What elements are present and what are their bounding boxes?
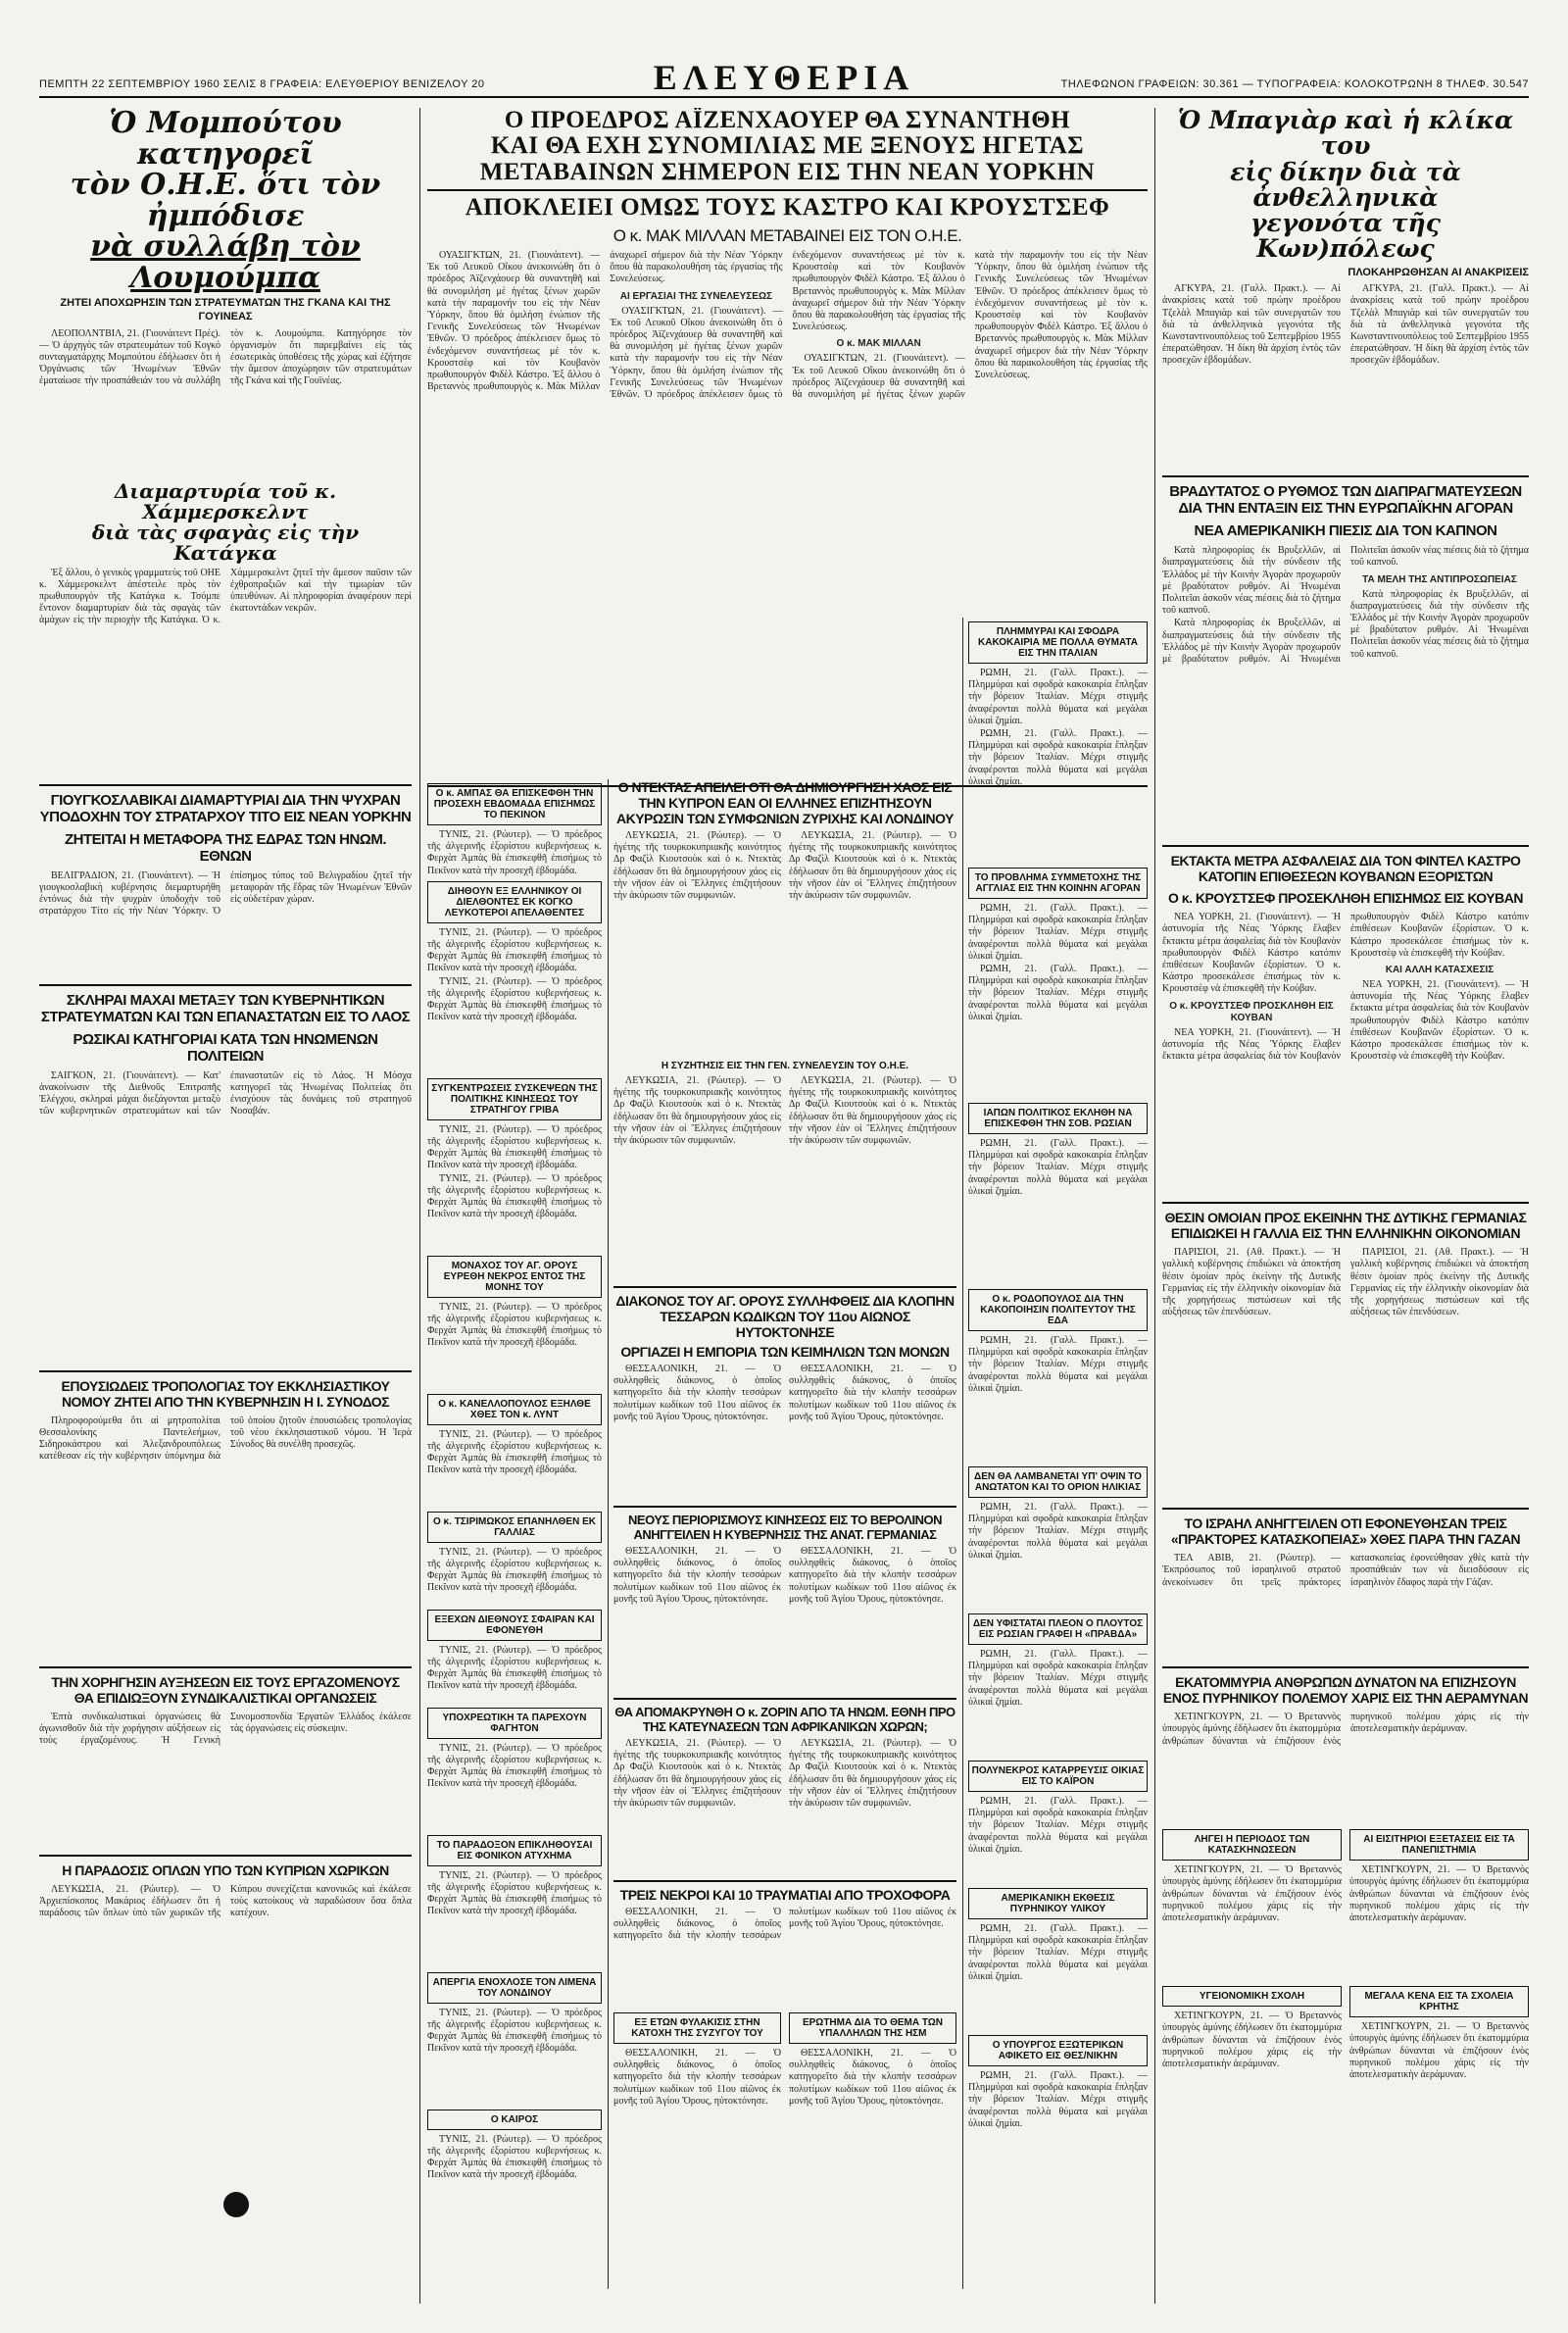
article-body: ΧΕΤΙΝΓΚΟΥΡΝ, 21. — Ὁ Βρεταννὸς ὑπουργὸς ἀμύνης ἐδήλωσεν ὅτι ἑκατομμύρια ἀνθρώπων δύνανται νὰ ἐπιζήσουν ἑνὸς πυρηνικοῦ πολέμου χάρις εἰς τὴν ἀποτελεσματικὴν ἀεράμυναν.: [1162, 2010, 1342, 2069]
subheadline: ΖΗΤΕΙ ΑΠΟΧΩΡΗΣΙΝ ΤΩΝ ΣΤΡΑΤΕΥΜΑΤΩΝ ΤΗΣ ΓΚΑΝΑ ΚΑΙ ΤΗΣ ΓΟΥΙΝΕΑΣ: [60, 297, 391, 323]
article-body: ΘΕΣΣΑΛΟΝΙΚΗ, 21. — Ὁ συλληφθεὶς διάκονος, ὁ ὁποῖος κατηγορεῖτο διὰ τὴν κλοπὴν τεσσάρων πολυτίμων κωδίκων τοῦ 11ου αἰῶνος ἐκ μονῆς τοῦ Ἁγίου Ὄρους, ηὐτοκτόνησε. ΘΕΣΣΑΛΟΝΙΚΗ, 21. — Ὁ συλληφθεὶς διάκονος, ὁ ὁποῖος κατηγορεῖτο διὰ τὴν κλοπὴν τεσσάρων πολυτίμων κωδίκων τοῦ 11ου αἰῶνος ἐκ μονῆς τοῦ Ἁγίου Ὄρους, ηὐτοκτόνησε.: [613, 1364, 956, 1422]
article-body: ΛΕΥΚΩΣΙΑ, 21. (Ρώυτερ). — Ὁ ἡγέτης τῆς τουρκοκυπριακῆς κοινότητος Δρ Φαζὶλ Κιουτσοὺκ καὶ ὁ κ. Ντεκτὰς ἐδήλωσαν ὅτι θὰ δημιουργήσουν χάος εἰς τὴν νῆσον ἐὰν οἱ Ἕλληνες ἐπιζητήσουν τὴν ἀκύρωσιν τῶν συμφωνιῶν. ΛΕΥΚΩΣΙΑ, 21. (Ρώυτερ). — Ὁ ἡγέτης τῆς τουρκοκυπριακῆς κοινότητος Δρ Φαζὶλ Κιουτσοὺκ καὶ ὁ κ. Ντεκτὰς ἐδήλωσαν ὅτι θὰ δημιουργήσουν χάος εἰς τὴν νῆσον ἐὰν οἱ Ἕλληνες ἐπιζητήσουν τὴν ἀκύρωσιν τῶν συμφωνιῶν.: [613, 1738, 956, 1809]
column-rule: [962, 618, 963, 2289]
headline-box: ΙΑΠΩΝ ΠΟΛΙΤΙΚΟΣ ΕΚΛΗΘΗ ΝΑ ΕΠΙΣΚΕΦΘΗ ΤΗΝ ΣΟΒ. ΡΩΣΙΑΝ: [968, 1103, 1148, 1134]
headline: ΔΙΑ ΤΗΝ ΕΝΤΑΞΙΝ ΕΙΣ ΤΗΝ ΕΥΡΩΠΑΪΚΗΝ ΑΓΟΡΑΝ: [1178, 500, 1513, 518]
article-body: ΑΓΚΥΡΑ, 21. (Γαλλ. Πρακτ.). — Αἱ ἀνακρίσεις κατὰ τοῦ πρώην προέδρου Τζελὰλ Μπαγιὰρ καὶ τῶν συνεργατῶν του διὰ τὰ ἀνθελληνικὰ γεγονότα τῆς Κωνσταντινουπόλεως τοῦ Σεπτεμβρίου 1955 ἐπερατώθησαν. Ἡ δίκη θὰ ἀρχίση ἐντὸς τῶν προσεχῶν ἑβδομάδων. ΑΓΚΥΡΑ, 21. (Γαλλ. Πρακτ.). — Αἱ ἀνακρίσεις κατὰ τοῦ πρώην προέδρου Τζελὰλ Μπαγιὰρ καὶ τῶν συνεργατῶν του διὰ τὰ ἀνθελληνικὰ γεγονότα τῆς Κωνσταντινουπόλεως τοῦ Σεπτεμβρίου 1955 ἐπερατώθησαν. Ἡ δίκη θὰ ἀρχίση ἐντὸς τῶν προσεχῶν ἑβδομάδων.: [1162, 283, 1529, 367]
article-body: ΡΩΜΗ, 21. (Γαλλ. Πρακτ.). — Πλημμύραι καὶ σφοδρὰ κακοκαιρία ἔπληξαν τὴν βόρειον Ἰταλίαν. Μέχρι στιγμῆς ἀναφέρονται πολλὰ θύματα καὶ μεγάλαι ὑλικαὶ ζημίαι.: [968, 1649, 1148, 1708]
headline: ΡΩΣΙΚΑΙ ΚΑΤΗΓΟΡΙΑΙ ΚΑΤΑ ΤΩΝ ΗΝΩΜΕΝΩΝ ΠΟΛΙΤΕΙΩΝ: [73, 1030, 378, 1065]
headline: ΓΙΟΥΓΚΟΣΛΑΒΙΚΑΙ ΔΙΑΜΑΡΤΥΡΙΑΙ ΔΙΑ ΤΗΝ ΨΥΧΡΑΝ: [50, 791, 401, 809]
headline-box: ΠΛΗΜΜΥΡΑΙ ΚΑΙ ΣΦΟΔΡΑ ΚΑΚΟΚΑΙΡΙΑ ΜΕ ΠΟΛΛΑ ΘΥΜΑΤΑ ΕΙΣ ΤΗΝ ΙΤΑΛΙΑΝ: [968, 621, 1148, 664]
headline-box: Ο κ. ΡΟΔΟΠΟΥΛΟΣ ΔΙΑ ΤΗΝ ΚΑΚΟΠΟΙΗΣΙΝ ΠΟΛΙΤΕΥΤΟΥ ΤΗΣ ΕΔΑ: [968, 1289, 1148, 1331]
headline: ΕΠΟΥΣΙΩΔΕΙΣ ΤΡΟΠΟΛΟΓΙΑΣ ΤΟΥ ΕΚΚΛΗΣΙΑΣΤΙΚΟΥ: [61, 1377, 390, 1394]
headline: εἰς δίκην διὰ τὰ ἀνθελληνικὰ: [1230, 157, 1461, 212]
headline: ΒΡΑΔΥΤΑΤΟΣ Ο ΡΥΘΜΟΣ ΤΩΝ ΔΙΑΠΡΑΓΜΑΤΕΥΣΕΩΝ: [1169, 483, 1522, 501]
article-body: ΤΥΝΙΣ, 21. (Ρώυτερ). — Ὁ πρόεδρος τῆς ἀλγερινῆς ἐξορίστου κυβερνήσεως κ. Φερχὰτ Ἀμπὰς θὰ ἐπισκεφθῆ ἐπισήμως τὸ Πεκῖνον κατὰ τὴν προσεχῆ ἑβδομάδα.: [427, 1742, 602, 1790]
article-body: ΛΕΥΚΩΣΙΑ, 21. (Ρώυτερ). — Ὁ Ἀρχιεπίσκοπος Μακάριος ἐδήλωσεν ὅτι ἡ παράδοσις τῶν ὅπλων ὑπὸ τῶν χωρικῶν τῆς Κύπρου συνεχίζεται κανονικῶς καὶ ἐκάλεσε τοὺς κατοίκους νὰ παραδώσουν ὅσα ὅπλα κατέχουν.: [39, 1883, 412, 1918]
section-rule: [39, 984, 412, 986]
article-body: ΝΕΑ ΥΟΡΚΗ, 21. (Γιουνάιτεντ). — Ἡ ἀστυνομία τῆς Νέας Ὑόρκης ἔλαβεν ἔκτακτα μέτρα ἀσφαλείας διὰ τὸν Κουβανὸν πρωθυπουργὸν Φιδὲλ Κάστρο κατόπιν ἐπιθέσεων Κουβανῶν ἐξορίστων. Ὁ κ. Κάστρο προσεκάλεσε ἐπισήμως τὸν κ. Κρουστσὲφ νὰ ἐπισκεφθῆ τὴν Κούβαν. Ο κ. ΚΡΟΥΣΤΣΕΦ ΠΡΟΣΚΛΗΘΗ ΕΙΣ ΚΟΥΒΑΝ ΝΕΑ ΥΟΡΚΗ, 21. (Γιουνάιτεντ). — Ἡ ἀστυνομία τῆς Νέας Ὑόρκης ἔλαβεν ἔκτακτα μέτρα ἀσφαλείας διὰ τὸν Κουβανὸν πρωθυπουργὸν Φιδὲλ Κάστρο κατόπιν ἐπιθέσεων Κουβανῶν ἐξορίστων. Ὁ κ. Κάστρο προσεκάλεσε ἐπισήμως τὸν κ. Κρουστσὲφ νὰ ἐπισκεφθῆ τὴν Κούβαν. ΚΑΙ ΑΛΛΗ ΚΑΤΑΣΧΕΣΙΣ ΝΕΑ ΥΟΡΚΗ, 21. (Γιουνάιτεντ). — Ἡ ἀστυνομία τῆς Νέας Ὑόρκης ἔλαβεν ἔκτακτα μέτρα ἀσφαλείας διὰ τὸν Κουβανὸν πρωθυπουργὸν Φιδὲλ Κάστρο κατόπιν ἐπιθέσεων Κουβανῶν ἐξορίστων. Ὁ κ. Κάστρο προσεκάλεσε ἐπισήμως τὸν κ. Κρουστσὲφ νὰ ἐπισκεφθῆ τὴν Κούβαν.: [1162, 912, 1529, 1063]
lead-subheadline: Ο κ. ΜΑΚ ΜΙΛΛΑΝ ΜΕΤΑΒΑΙΝΕΙ ΕΙΣ ΤΟΝ Ο.Η.Ε.: [612, 226, 962, 245]
article-body: ΤΥΝΙΣ, 21. (Ρώυτερ). — Ὁ πρόεδρος τῆς ἀλγερινῆς ἐξορίστου κυβερνήσεως κ. Φερχὰτ Ἀμπὰς θὰ ἐπισκεφθῆ ἐπισήμως τὸ Πεκῖνον κατὰ τὴν προσεχῆ ἑβδομάδα.: [427, 1301, 602, 1349]
article-body: ΛΕΟΠΟΛΝΤΒΙΛ, 21. (Γιουνάιτεντ Πρές). — Ὁ ἀρχηγὸς τῶν στρατευμάτων τοῦ Κογκό συνταγματάρχης Μομπούτου ἐδήλωσεν ὅτι ἡ Ὀργάνωσις τῶν Ἡνωμένων Ἐθνῶν ἐματαίωσε τὴν προσπάθειάν του νὰ συλλάβη τὸν κ. Λουμούμπα. Κατηγόρησε τὸν ὀργανισμὸν ὅτι παρεμβαίνει εἰς τὰς ἐσωτερικὰς ὑποθέσεις τῆς χώρας καὶ ἐζήτησε τὴν ἄμεσον ἀποχώρησιν τῶν στρατευμάτων τῆς Γκάνα καὶ τῆς Γουϊνέας.: [39, 327, 412, 387]
article-body: ΤΥΝΙΣ, 21. (Ρώυτερ). — Ὁ πρόεδρος τῆς ἀλγερινῆς ἐξορίστου κυβερνήσεως κ. Φερχὰτ Ἀμπὰς θὰ ἐπισκεφθῆ ἐπισήμως τὸ Πεκῖνον κατὰ τὴν προσεχῆ ἑβδομάδα. ΤΥΝΙΣ, 21. (Ρώυτερ). — Ὁ πρόεδρος τῆς ἀλγερινῆς ἐξορίστου κυβερνήσεως κ. Φερχὰτ Ἀμπὰς θὰ ἐπισκεφθῆ ἐπισήμως τὸ Πεκῖνον κατὰ τὴν προσεχῆ ἑβδομάδα.: [427, 1123, 602, 1220]
masthead-rule: [39, 96, 1529, 98]
article-body: ΤΥΝΙΣ, 21. (Ρώυτερ). — Ὁ πρόεδρος τῆς ἀλγερινῆς ἐξορίστου κυβερνήσεως κ. Φερχὰτ Ἀμπὰς θὰ ἐπισκεφθῆ ἐπισήμως τὸ Πεκῖνον κατὰ τὴν προσεχῆ ἑβδομάδα. ΤΥΝΙΣ, 21. (Ρώυτερ). — Ὁ πρόεδρος τῆς ἀλγερινῆς ἐξορίστου κυβερνήσεως κ. Φερχὰτ Ἀμπὰς θὰ ἐπισκεφθῆ ἐπισήμως τὸ Πεκῖνον κατὰ τὴν προσεχῆ ἑβδομάδα.: [427, 926, 602, 1023]
section-subhead: ΚΑΙ ΑΛΛΗ ΚΑΤΑΣΧΕΣΙΣ: [1385, 965, 1494, 975]
headline: Ὁ Μομπούτου κατηγορεῖ: [109, 108, 342, 172]
article-castro: [1162, 853, 1529, 1196]
article-body: Κατὰ πληροφορίας ἐκ Βρυξελλῶν, αἱ διαπραγματεύσεις διὰ τὴν σύνδεσιν τῆς Ἑλλάδος μὲ τὴν Κοινὴν Ἀγορὰν προχωροῦν μὲ βραδύτατον ρυθμόν. Αἱ Ἡνωμέναι Πολιτεῖαι ἀσκοῦν νέας πιέσεις διὰ τὸ ζήτημα τοῦ καπνοῦ. Κατὰ πληροφορίας ἐκ Βρυξελλῶν, αἱ διαπραγματεύσεις διὰ τὴν σύνδεσιν τῆς Ἑλλάδος μὲ τὴν Κοινὴν Ἀγορὰν προχωροῦν μὲ βραδύτατον ρυθμόν. Αἱ Ἡνωμέναι Πολιτεῖαι ἀσκοῦν νέας πιέσεις διὰ τὸ ζήτημα τοῦ καπνοῦ. ΤΑ ΜΕΛΗ ΤΗΣ ΑΝΤΙΠΡΟΣΩΠΕΙΑΣ Κατὰ πληροφορίας ἐκ Βρυξελλῶν, αἱ διαπραγματεύσεις διὰ τὴν σύνδεσιν τῆς Ἑλλάδος μὲ τὴν Κοινὴν Ἀγορὰν προχωροῦν μὲ βραδύτατον ρυθμόν. Αἱ Ἡνωμέναι Πολιτεῖαι ἀσκοῦν νέας πιέσεις διὰ τὸ ζήτημα τοῦ καπνοῦ.: [1162, 545, 1529, 665]
headline-box: ΑΙ ΕΙΣΙΤΗΡΙΟΙ ΕΞΕΤΑΣΕΙΣ ΕΙΣ ΤΑ ΠΑΝΕΠΙΣΤΗΜΙΑ: [1349, 1829, 1529, 1861]
article-body: ΡΩΜΗ, 21. (Γαλλ. Πρακτ.). — Πλημμύραι καὶ σφοδρὰ κακοκαιρία ἔπληξαν τὴν βόρειον Ἰταλίαν. Μέχρι στιγμῆς ἀναφέρονται πολλὰ θύματα καὶ μεγάλαι ὑλικαὶ ζημίαι.: [968, 2070, 1148, 2129]
section-subhead: Ο κ. ΜΑΚ ΜΙΛΛΑΝ: [836, 338, 921, 350]
headline-box: Ο κ. ΤΣΙΡΙΜΩΚΟΣ ΕΠΑΝΗΛΘΕΝ ΕΚ ΓΑΛΛΙΑΣ: [427, 1512, 602, 1543]
article-israel-gaza: [1162, 1515, 1529, 1661]
headline: ΖΗΤΕΙΤΑΙ Η ΜΕΤΑΦΟΡΑ ΤΗΣ ΕΔΡΑΣ ΤΩΝ ΗΝΩΜ. ΕΘΝΩΝ: [64, 830, 386, 865]
article-nuclear-defense: [1162, 1674, 1529, 1819]
masthead-phones: ΤΗΛΕΦΩΝΟΝ ΓΡΑΦΕΙΩΝ: 30.361 — ΤΥΠΟΓΡΑΦΕΙΑ: ΚΟΛΟΚΟΤΡΩΝΗ 8 ΤΗΛΕΦ. 30.547: [1060, 78, 1529, 90]
article-body: ΘΕΣΣΑΛΟΝΙΚΗ, 21. — Ὁ συλληφθεὶς διάκονος, ὁ ὁποῖος κατηγορεῖτο διὰ τὴν κλοπὴν τεσσάρων πολυτίμων κωδίκων τοῦ 11ου αἰῶνος ἐκ μονῆς τοῦ Ἁγίου Ὄρους, ηὐτοκτόνησε.: [613, 2048, 781, 2107]
headline: γεγονότα τῆς Κων)πόλεως: [1250, 209, 1441, 264]
headline: ΣΚΛΗΡΑΙ ΜΑΧΑΙ ΜΕΤΑΞΥ ΤΩΝ ΚΥΒΕΡΝΗΤΙΚΩΝ: [66, 991, 385, 1009]
article-body: ΒΕΛΙΓΡΑΔΙΟΝ, 21. (Γιουνάιτεντ). — Ἡ γιουγκοσλαβικὴ κυβέρνησις διεμαρτυρήθη ἐντόνως διὰ τὴν ψυχρὰν ὑποδοχὴν τοῦ στρατάρχου Τίτο εἰς τὴν Νέαν Ὑόρκην. Ὁ ἐπίσημος τύπος τοῦ Βελιγραδίου ζητεῖ τὴν μεταφορὰν τῆς ἕδρας τῶν Ἡνωμένων Ἐθνῶν εἰς οὐδετέραν χώραν.: [39, 869, 412, 918]
center-middle-subcolumn: [613, 779, 956, 2289]
section-rule: [613, 1286, 956, 1288]
lead-headline: ΜΕΤΑΒΑΙΝΩΝ ΣΗΜΕΡΟΝ ΕΙΣ ΤΗΝ ΝΕΑΝ ΥΟΡΚΗΝ: [479, 158, 1096, 185]
headline: ΝΟΜΟΥ ΖΗΤΕΙ ΑΠΟ ΤΗΝ ΚΥΒΕΡΝΗΣΙΝ Η Ι. ΣΥΝΟΔΟΣ: [61, 1393, 390, 1410]
article-unions: [39, 1674, 412, 1849]
article-body: ΧΕΤΙΝΓΚΟΥΡΝ, 21. — Ὁ Βρεταννὸς ὑπουργὸς ἀμύνης ἐδήλωσεν ὅτι ἑκατομμύρια ἀνθρώπων δύνανται νὰ ἐπιζήσουν ἑνὸς πυρηνικοῦ πολέμου χάρις εἰς τὴν ἀποτελεσματικὴν ἀεράμυναν.: [1162, 1712, 1529, 1747]
article-body: ΧΕΤΙΝΓΚΟΥΡΝ, 21. — Ὁ Βρεταννὸς ὑπουργὸς ἀμύνης ἐδήλωσεν ὅτι ἑκατομμύρια ἀνθρώπων δύνανται νὰ ἐπιζήσουν ἑνὸς πυρηνικοῦ πολέμου χάρις εἰς τὴν ἀποτελεσματικὴν ἀεράμυναν.: [1349, 2021, 1529, 2080]
headline-box: ΜΕΓΑΛΑ ΚΕΝΑ ΕΙΣ ΤΑ ΣΧΟΛΕΙΑ ΚΡΗΤΗΣ: [1349, 1986, 1529, 2017]
headline-box: ΥΓΕΙΟΝΟΜΙΚΗ ΣΧΟΛΗ: [1162, 1986, 1342, 2007]
lead-headline: ΚΑΙ ΘΑ ΕΧΗ ΣΥΝΟΜΙΛΙΑΣ ΜΕ ΞΕΝΟΥΣ ΗΓΕΤΑΣ: [490, 132, 1085, 160]
headline: ΔΙΑΚΟΝΟΣ ΤΟΥ ΑΓ. ΟΡΟΥΣ ΣΥΛΛΗΦΘΕΙΣ ΔΙΑ ΚΛΟΠΗΝ ΤΕΣΣΑΡΩΝ ΚΩΔΙΚΩΝ ΤΟΥ 11ου ΑΙΩΝΟΣ ΗΥΤΟΚΤΟΝΗΣΕ: [615, 1293, 955, 1340]
headline: ΤΗΝ ΧΟΡΗΓΗΣΙΝ ΑΥΞΗΣΕΩΝ ΕΙΣ ΤΟΥΣ ΕΡΓΑΖΟΜΕΝΟΥΣ: [51, 1673, 400, 1690]
headline: ΚΑΤΟΠΙΝ ΕΠΙΘΕΣΕΩΝ ΚΟΥΒΑΝΩΝ ΕΞΟΡΙΣΤΩΝ: [1198, 869, 1494, 885]
headline: ΤΟ ΙΣΡΑΗΛ ΑΝΗΓΓΕΙΛΕΝ ΟΤΙ ΕΦΟΝΕΥΘΗΣΑΝ ΤΡΕΙΣ: [1184, 1515, 1507, 1532]
section-subhead: ΤΑ ΜΕΛΗ ΤΗΣ ΑΝΤΙΠΡΟΣΩΠΕΙΑΣ: [1362, 573, 1517, 585]
headline: ΥΠΟΔΟΧΗΝ ΤΟΥ ΣΤΡΑΤΑΡΧΟΥ ΤΙΤΟ ΕΙΣ ΝΕΑΝ ΥΟΡΚΗΝ: [39, 808, 412, 825]
article-body: ΡΩΜΗ, 21. (Γαλλ. Πρακτ.). — Πλημμύραι καὶ σφοδρὰ κακοκαιρία ἔπληξαν τὴν βόρειον Ἰταλίαν. Μέχρι στιγμῆς ἀναφέρονται πολλὰ θύματα καὶ μεγάλαι ὑλικαὶ ζημίαι.: [968, 1923, 1148, 1982]
article-bayar: [1162, 108, 1529, 470]
headline: ΝΕΟΥΣ ΠΕΡΙΟΡΙΣΜΟΥΣ ΚΙΝΗΣΕΩΣ ΕΙΣ ΤΟ ΒΕΡΟΛΙΝΟΝ ΑΝΗΓΓΕΙΛΕΝ Η ΚΥΒΕΡΝΗΣΙΣ ΤΗΣ ΑΝΑΤ. ΓΕΡΜΑΝΙΑΣ: [628, 1513, 942, 1542]
article-laos: [39, 992, 412, 1365]
article-tito: [39, 792, 412, 978]
bottom-boxes: [1162, 1825, 1529, 2119]
article-body: ΟΥΑΣΙΓΚΤΩΝ, 21. (Γιουνάιτεντ). — Ἐκ τοῦ Λευκοῦ Οἴκου ἀνεκοινώθη ὅτι ὁ πρόεδρος Ἀϊζενχάουερ θὰ συναντηθῆ καὶ θὰ συνομιλήση μὲ ἡγέτας ξένων χωρῶν κατὰ τὴν παραμονήν του εἰς τὴν Νέαν Ὑόρκην, ὅπου θὰ ὁμιλήση ἐνώπιον τῆς Γενικῆς Συνελεύσεως τῶν Ἡνωμένων Ἐθνῶν. Ὁ πρόεδρος ἀπέκλεισεν ὅμως τὸ ἐνδεχόμενον συναντήσεως μὲ τὸν κ. Κρουστσὲφ καὶ τὸν Κουβανὸν πρωθυπουργὸν Φιδὲλ Κάστρο. Ἐξ ἄλλου ὁ Βρεταννὸς πρωθυπουργὸς κ. Μὰκ Μίλλαν ἀναχωρεῖ σήμερον διὰ τὴν Νέαν Ὑόρκην ὅπου θὰ παρακολουθήση τὰς ἐργασίας τῆς Συνελεύσεως. ΑΙ ΕΡΓΑΣΙΑΙ ΤΗΣ ΣΥΝΕΛΕΥΣΕΩΣ ΟΥΑΣΙΓΚΤΩΝ, 21. (Γιουνάιτεντ). — Ἐκ τοῦ Λευκοῦ Οἴκου ἀνεκοινώθη ὅτι ὁ πρόεδρος Ἀϊζενχάουερ θὰ συναντηθῆ καὶ θὰ συνομιλήση μὲ ἡγέτας ξένων χωρῶν κατὰ τὴν παραμονήν του εἰς τὴν Νέαν Ὑόρκην, ὅπου θὰ ὁμιλήση ἐνώπιον τῆς Γενικῆς Συνελεύσεως τῶν Ἡνωμένων Ἐθνῶν. Ὁ πρόεδρος ἀπέκλεισεν ὅμως τὸ ἐνδεχόμενον συναντήσεως μὲ τὸν κ. Κρουστσὲφ καὶ τὸν Κουβανὸν πρωθυπουργὸν Φιδὲλ Κάστρο. Ἐξ ἄλλου ὁ Βρεταννὸς πρωθυπουργὸς κ. Μὰκ Μίλλαν ἀναχωρεῖ σήμερον διὰ τὴν Νέαν Ὑόρκην ὅπου θὰ παρακολουθήση τὰς ἐργασίας τῆς Συνελεύσεως. Ο κ. ΜΑΚ ΜΙΛΛΑΝ ΟΥΑΣΙΓΚΤΩΝ, 21. (Γιουνάιτεντ). — Ἐκ τοῦ Λευκοῦ Οἴκου ἀνεκοινώθη ὅτι ὁ πρόεδρος Ἀϊζενχάουερ θὰ συναντηθῆ καὶ θὰ συνομιλήση μὲ ἡγέτας ξένων χωρῶν κατὰ τὴν παραμονήν του εἰς τὴν Νέαν Ὑόρκην, ὅπου θὰ ὁμιλήση ἐνώπιον τῆς Γενικῆς Συνελεύσεως τῶν Ἡνωμένων Ἐθνῶν. Ὁ πρόεδρος ἀπέκλεισεν ὅμως τὸ ἐνδεχόμενον συναντήσεως μὲ τὸν κ. Κρουστσὲφ καὶ τὸν Κουβανὸν πρωθυπουργὸν Φιδὲλ Κάστρο. Ἐξ ἄλλου ὁ Βρεταννὸς πρωθυπουργὸς κ. Μὰκ Μίλλαν ἀναχωρεῖ σήμερον διὰ τὴν Νέαν Ὑόρκην ὅπου θὰ παρακολουθήση τὰς ἐργασίας τῆς Συνελεύσεως.: [427, 250, 1148, 400]
boxed-article: [1162, 1825, 1342, 2119]
article-body: ΛΕΥΚΩΣΙΑ, 21. (Ρώυτερ). — Ὁ ἡγέτης τῆς τουρκοκυπριακῆς κοινότητος Δρ Φαζὶλ Κιουτσοὺκ καὶ ὁ κ. Ντεκτὰς ἐδήλωσαν ὅτι θὰ δημιουργήσουν χάος εἰς τὴν νῆσον ἐὰν οἱ Ἕλληνες ἐπιζητήσουν τὴν ἀκύρωσιν τῶν συμφωνιῶν. ΛΕΥΚΩΣΙΑ, 21. (Ρώυτερ). — Ὁ ἡγέτης τῆς τουρκοκυπριακῆς κοινότητος Δρ Φαζὶλ Κιουτσοὺκ καὶ ὁ κ. Ντεκτὰς ἐδήλωσαν ὅτι θὰ δημιουργήσουν χάος εἰς τὴν νῆσον ἐὰν οἱ Ἕλληνες ἐπιζητήσουν τὴν ἀκύρωσιν τῶν συμφωνιῶν.: [613, 830, 956, 901]
headline: ΘΑ ΕΠΙΔΙΩΞΟΥΝ ΣΥΝΔΙΚΑΛΙΣΤΙΚΑΙ ΟΡΓΑΝΩΣΕΙΣ: [74, 1689, 377, 1706]
headline-box: ΕΡΩΤΗΜΑ ΔΙΑ ΤΟ ΘΕΜΑ ΤΩΝ ΥΠΑΛΛΗΛΩΝ ΤΗΣ ΗΣΜ: [789, 2012, 956, 2044]
headline: νὰ συλλάβη τὸν Λουμούμπα: [90, 229, 361, 295]
headline: «ΠΡΑΚΤΟΡΕΣ ΚΑΤΑΣΚΟΠΕΙΑΣ» ΧΘΕΣ ΠΑΡΑ ΤΗΝ ΓΑΖΑΝ: [1170, 1531, 1521, 1548]
section-rule: [39, 1855, 412, 1857]
headline: τὸν Ο.Η.Ε. ὅτι τὸν ἠμπόδισε: [70, 168, 381, 233]
article-body: ΤΕΛ ΑΒΙΒ, 21. (Ρώυτερ). — Ἐκπρόσωπος τοῦ ἰσραηλινοῦ στρατοῦ ἀνεκοίνωσεν ὅτι τρεῖς πράκτορες κατασκοπείας ἐφονεύθησαν χθὲς κατὰ τὴν προσπάθειάν των νὰ διεισδύσουν εἰς ἰσραηλινὸν ἔδαφος παρὰ τὴν Γάζαν.: [1162, 1553, 1529, 1588]
masthead-date-address: ΠΕΜΠΤΗ 22 ΣΕΠΤΕΜΒΡΙΟΥ 1960 ΣΕΛΙΣ 8 ΓΡΑΦΕΙΑ: ΕΛΕΥΘΕΡΙΟΥ ΒΕΝΙΖΕΛΟΥ 20: [39, 78, 485, 90]
boxed-article: [613, 2009, 781, 2165]
right-column: [1162, 108, 1529, 2294]
column-rule: [1154, 108, 1155, 2304]
subheadline: ΠΛΟΚΑΗΡΩΘΗΣΑΝ ΑΙ ΑΝΑΚΡΙΣΕΙΣ: [1348, 266, 1529, 278]
headline-box: Ο κ. ΚΑΝΕΛΛΟΠΟΥΛΟΣ ΕΞΗΛΘΕ ΧΘΕΣ ΤΟΝ κ. ΛΥΝΤ: [427, 1394, 602, 1425]
section-rule: [39, 1666, 412, 1668]
headline-box: ΑΠΕΡΓΙΑ ΕΝΟΧΛΟΣΕ ΤΟΝ ΛΙΜΕΝΑ ΤΟΥ ΛΟΝΔΙΝΟΥ: [427, 1972, 602, 2004]
article-hammarskjold: [39, 478, 412, 778]
headline: ΕΚΑΤΟΜΜΥΡΙΑ ΑΝΘΡΩΠΩΝ ΔΥΝΑΤΟΝ ΝΑ ΕΠΙΖΗΣΟΥΝ: [1175, 1674, 1516, 1691]
lead-headline: ΑΠΟΚΛΕΙΕΙ ΟΜΩΣ ΤΟΥΣ ΚΑΣΤΡΟ ΚΑΙ ΚΡΟΥΣΤΣΕΦ: [427, 189, 1148, 221]
article-common-market: [1162, 483, 1529, 839]
article-body: ΤΥΝΙΣ, 21. (Ρώυτερ). — Ὁ πρόεδρος τῆς ἀλγερινῆς ἐξορίστου κυβερνήσεως κ. Φερχὰτ Ἀμπὰς θὰ ἐπισκεφθῆ ἐπισήμως τὸ Πεκῖνον κατὰ τὴν προσεχῆ ἑβδομάδα.: [427, 1869, 602, 1917]
left-column: [39, 108, 412, 2294]
headline: Η ΠΑΡΑΔΟΣΙΣ ΟΠΛΩΝ ΥΠΟ ΤΩΝ ΚΥΠΡΙΩΝ ΧΩΡΙΚΩΝ: [62, 1861, 389, 1878]
bottom-boxes: [613, 2009, 956, 2165]
headline: Ο κ. ΚΡΟΥΣΤΣΕΦ ΠΡΟΣΕΚΛΗΘΗ ΕΠΙΣΗΜΩΣ ΕΙΣ ΚΟΥΒΑΝ: [1168, 890, 1523, 907]
article-body: ΡΩΜΗ, 21. (Γαλλ. Πρακτ.). — Πλημμύραι καὶ σφοδρὰ κακοκαιρία ἔπληξαν τὴν βόρειον Ἰταλίαν. Μέχρι στιγμῆς ἀναφέρονται πολλὰ θύματα καὶ μεγάλαι ὑλικαὶ ζημίαι.: [968, 1502, 1148, 1561]
article-body: ΡΩΜΗ, 21. (Γαλλ. Πρακτ.). — Πλημμύραι καὶ σφοδρὰ κακοκαιρία ἔπληξαν τὴν βόρειον Ἰταλίαν. Μέχρι στιγμῆς ἀναφέρονται πολλὰ θύματα καὶ μεγάλαι ὑλικαὶ ζημίαι.: [968, 1335, 1148, 1394]
section-rule: [1162, 475, 1529, 477]
center-left-subcolumn: [427, 779, 602, 2289]
headline: ΘΑ ΑΠΟΜΑΚΡΥΝΘΗ Ο κ. ΖΟΡΙΝ ΑΠΟ ΤΑ ΗΝΩΜ. ΕΘΝΗ ΠΡΟ ΤΗΣ ΚΑΤΕΥΝΑΣΕΩΝ ΤΩΝ ΑΦΡΙΚΑΝΙΚΩΝ ΧΩΡΩΝ;: [614, 1705, 956, 1734]
headline: ΝΕΑ ΑΜΕΡΙΚΑΝΙΚΗ ΠΙΕΣΙΣ ΔΙΑ ΤΟΝ ΚΑΠΝΟΝ: [1194, 522, 1497, 540]
section-rule: [1162, 1666, 1529, 1668]
section-rule: [1162, 1508, 1529, 1510]
center-column: [427, 108, 1148, 2294]
section-subhead: Ο κ. ΚΡΟΥΣΤΣΕΦ ΠΡΟΣΚΛΗΘΗ ΕΙΣ ΚΟΥΒΑΝ: [1169, 1000, 1334, 1023]
article-body: ΘΕΣΣΑΛΟΝΙΚΗ, 21. — Ὁ συλληφθεὶς διάκονος, ὁ ὁποῖος κατηγορεῖτο διὰ τὴν κλοπὴν τεσσάρων πολυτίμων κωδίκων τοῦ 11ου αἰῶνος ἐκ μονῆς τοῦ Ἁγίου Ὄρους, ηὐτοκτόνησε. ΘΕΣΣΑΛΟΝΙΚΗ, 21. — Ὁ συλληφθεὶς διάκονος, ὁ ὁποῖος κατηγορεῖτο διὰ τὴν κλοπὴν τεσσάρων πολυτίμων κωδίκων τοῦ 11ου αἰῶνος ἐκ μονῆς τοῦ Ἁγίου Ὄρους, ηὐτοκτόνησε.: [613, 1546, 956, 1605]
headline: Ὁ Μπαγιὰρ καὶ ἡ κλίκα του: [1177, 108, 1514, 161]
section-rule: [613, 1698, 956, 1700]
article-body: ΘΕΣΣΑΛΟΝΙΚΗ, 21. — Ὁ συλληφθεὶς διάκονος, ὁ ὁποῖος κατηγορεῖτο διὰ τὴν κλοπὴν τεσσάρων πολυτίμων κωδίκων τοῦ 11ου αἰῶνος ἐκ μονῆς τοῦ Ἁγίου Ὄρους, ηὐτοκτόνησε.: [613, 1907, 956, 1942]
article-body: ΤΥΝΙΣ, 21. (Ρώυτερ). — Ὁ πρόεδρος τῆς ἀλγερινῆς ἐξορίστου κυβερνήσεως κ. Φερχὰτ Ἀμπὰς θὰ ἐπισκεφθῆ ἐπισήμως τὸ Πεκῖνον κατὰ τὴν προσεχῆ ἑβδομάδα.: [427, 2133, 602, 2181]
section-rule: [613, 1506, 956, 1508]
headline: ΘΕΣΙΝ ΟΜΟΙΑΝ ΠΡΟΣ ΕΚΕΙΝΗΝ ΤΗΣ ΔΥΤΙΚΗΣ ΓΕΡΜΑΝΙΑΣ: [1164, 1210, 1527, 1226]
article-body: Πληροφορούμεθα ὅτι αἱ μητροπολίται Θεσσαλονίκης Παντελεήμων, Σιδηροκάστρου καὶ Ἀλεξανδρουπόλεως κατέθεσαν εἰς τὴν κυβέρνησιν ὑπόμνημα διὰ τοῦ ὁποίου ζητοῦν ἐπουσιώδεις τροπολογίας τοῦ νέου ἐκκλησιαστικοῦ νόμου. Ἡ Ἱερὰ Σύνοδος θὰ συνέλθη προσεχῶς.: [39, 1415, 412, 1463]
headline-box: Ο κ. ΑΜΠΑΣ ΘΑ ΕΠΙΣΚΕΦΘΗ ΤΗΝ ΠΡΟΣΕΧΗ ΕΒΔΟΜΑΔΑ ΕΠΙΣΗΜΩΣ ΤΟ ΠΕΚΙΝΟΝ: [427, 783, 602, 825]
article-body: ΘΕΣΣΑΛΟΝΙΚΗ, 21. — Ὁ συλληφθεὶς διάκονος, ὁ ὁποῖος κατηγορεῖτο διὰ τὴν κλοπὴν τεσσάρων πολυτίμων κωδίκων τοῦ 11ου αἰῶνος ἐκ μονῆς τοῦ Ἁγίου Ὄρους, ηὐτοκτόνησε.: [789, 2048, 956, 2107]
article-body: ΧΕΤΙΝΓΚΟΥΡΝ, 21. — Ὁ Βρεταννὸς ὑπουργὸς ἀμύνης ἐδήλωσεν ὅτι ἑκατομμύρια ἀνθρώπων δύνανται νὰ ἐπιζήσουν ἑνὸς πυρηνικοῦ πολέμου χάρις εἰς τὴν ἀποτελεσματικὴν ἀεράμυναν.: [1162, 1864, 1342, 1923]
headline-box: ΤΟ ΠΡΟΒΛΗΜΑ ΣΥΜΜΕΤΟΧΗΣ ΤΗΣ ΑΓΓΛΙΑΣ ΕΙΣ ΤΗΝ ΚΟΙΝΗΝ ΑΓΟΡΑΝ: [968, 868, 1148, 899]
article-france-economy: [1162, 1210, 1529, 1502]
headline: διὰ τὰς σφαγὰς εἰς τὴν Κατάγκα: [91, 520, 360, 565]
article-body: ΡΩΜΗ, 21. (Γαλλ. Πρακτ.). — Πλημμύραι καὶ σφοδρὰ κακοκαιρία ἔπληξαν τὴν βόρειον Ἰταλίαν. Μέχρι στιγμῆς ἀναφέρονται πολλὰ θύματα καὶ μεγάλαι ὑλικαὶ ζημίαι. ΡΩΜΗ, 21. (Γαλλ. Πρακτ.). — Πλημμύραι καὶ σφοδρὰ κακοκαιρία ἔπληξαν τὴν βόρειον Ἰταλίαν. Μέχρι στιγμῆς ἀναφέρονται πολλὰ θύματα καὶ μεγάλαι ὑλικαὶ ζημίαι.: [968, 668, 1148, 787]
center-right-subcolumn: [968, 618, 1148, 2289]
article-body: ΤΥΝΙΣ, 21. (Ρώυτερ). — Ὁ πρόεδρος τῆς ἀλγερινῆς ἐξορίστου κυβερνήσεως κ. Φερχὰτ Ἀμπὰς θὰ ἐπισκεφθῆ ἐπισήμως τὸ Πεκῖνον κατὰ τὴν προσεχῆ ἑβδομάδα.: [427, 1428, 602, 1476]
column-rule: [608, 779, 609, 2289]
section-rule: [1162, 845, 1529, 847]
article-body: ΡΩΜΗ, 21. (Γαλλ. Πρακτ.). — Πλημμύραι καὶ σφοδρὰ κακοκαιρία ἔπληξαν τὴν βόρειον Ἰταλίαν. Μέχρι στιγμῆς ἀναφέρονται πολλὰ θύματα καὶ μεγάλαι ὑλικαὶ ζημίαι.: [968, 1138, 1148, 1197]
boxed-article: [1349, 1825, 1529, 2119]
headline-box: ΑΜΕΡΙΚΑΝΙΚΗ ΕΚΘΕΣΙΣ ΠΥΡΗΝΙΚΟΥ ΥΛΙΚΟΥ: [968, 1888, 1148, 1919]
headline: ΕΠΙΔΙΩΚΕΙ Η ΓΑΛΛΙΑ ΕΙΣ ΤΗΝ ΕΛΛΗΝΙΚΗΝ ΟΙΚΟΝΟΜΙΑΝ: [1170, 1225, 1521, 1242]
headline-box: ΔΙΗΘΟΥΝ ΕΞ ΕΛΛΗΝΙΚΟΥ ΟΙ ΔΙΕΛΘΟΝΤΕΣ ΕΚ ΚΟΓΚΟ ΛΕΥΚΟΤΕΡΟΙ ΑΠΕΛΑΘΕΝΤΕΣ: [427, 881, 602, 923]
article-body: ΤΥΝΙΣ, 21. (Ρώυτερ). — Ὁ πρόεδρος τῆς ἀλγερινῆς ἐξορίστου κυβερνήσεως κ. Φερχὰτ Ἀμπὰς θὰ ἐπισκεφθῆ ἐπισήμως τὸ Πεκῖνον κατὰ τὴν προσεχῆ ἑβδομάδα.: [427, 2007, 602, 2055]
article-body: ΠΑΡΙΣΙΟΙ, 21. (Αθ. Πρακτ.). — Ἡ γαλλικὴ κυβέρνησις ἐπιδιώκει νὰ ἀποκτήση θέσιν ὁμοίαν πρὸς ἐκείνην τῆς Δυτικῆς Γερμανίας εἰς τὴν ἑλληνικὴν οἰκονομίαν διὰ τῆς χορηγήσεως πιστώσεων καὶ τῆς αὐξήσεως τῶν ἐπενδύσεων. ΠΑΡΙΣΙΟΙ, 21. (Αθ. Πρακτ.). — Ἡ γαλλικὴ κυβέρνησις ἐπιδιώκει νὰ ἀποκτήση θέσιν ὁμοίαν πρὸς ἐκείνην τῆς Δυτικῆς Γερμανίας εἰς τὴν ἑλληνικὴν οἰκονομίαν διὰ τῆς χορηγήσεως πιστώσεων καὶ τῆς αὐξήσεως τῶν ἐπενδύσεων.: [1162, 1247, 1529, 1318]
section-subhead: ΑΙ ΕΡΓΑΣΙΑΙ ΤΗΣ ΣΥΝΕΛΕΥΣΕΩΣ: [619, 290, 772, 302]
headline: Διαμαρτυρία τοῦ κ. Χάμμερσκελντ: [114, 478, 337, 523]
headline-box: ΔΕΝ ΥΦΙΣΤΑΤΑΙ ΠΛΕΟΝ Ο ΠΛΟΥΤΟΣ ΕΙΣ ΡΩΣΙΑΝ ΓΡΑΦΕΙ Η «ΠΡΑΒΔΑ»: [968, 1613, 1148, 1645]
lead-headline: Ο ΠΡΟΕΔΡΟΣ ΑΪΖΕΝΧΑΟΥΕΡ ΘΑ ΣΥΝΑΝΤΗΘΗ: [504, 108, 1071, 133]
article-body: Ἐξ ἄλλου, ὁ γενικὸς γραμματεὺς τοῦ ΟΗΕ κ. Χάμμερσκελντ ἀπέστειλε πρὸς τὸν πρωθυπουργὸν τῆς Κατάγκα κ. Τσόμπε ἔντονον διαμαρτυρίαν διὰ τὰς σφαγὰς τῶν ἀμάχων εἰς τὴν περιοχὴν τῆς Κατάγκα. Ὁ κ. Χάμμερσκελντ ζητεῖ τὴν ἄμεσον παῦσιν τῶν ἐχθροπραξιῶν καὶ τὴν τιμωρίαν τῶν ὑπευθύνων. Αἱ πληροφορίαι ἀναφέρουν περὶ ἑκατοντάδων νεκρῶν.: [39, 567, 412, 626]
headline: ΣΤΡΑΤΕΥΜΑΤΩΝ ΚΑΙ ΤΩΝ ΕΠΑΝΑΣΤΑΤΩΝ ΕΙΣ ΤΟ ΛΑΟΣ: [40, 1008, 411, 1025]
section-rule: [39, 1370, 412, 1372]
column-rule: [419, 108, 420, 2304]
article-body: ΡΩΜΗ, 21. (Γαλλ. Πρακτ.). — Πλημμύραι καὶ σφοδρὰ κακοκαιρία ἔπληξαν τὴν βόρειον Ἰταλίαν. Μέχρι στιγμῆς ἀναφέρονται πολλὰ θύματα καὶ μεγάλαι ὑλικαὶ ζημίαι.: [968, 1796, 1148, 1855]
masthead: [39, 57, 1529, 97]
article-body: ΤΥΝΙΣ, 21. (Ρώυτερ). — Ὁ πρόεδρος τῆς ἀλγερινῆς ἐξορίστου κυβερνήσεως κ. Φερχὰτ Ἀμπὰς θὰ ἐπισκεφθῆ ἐπισήμως τὸ Πεκῖνον κατὰ τὴν προσεχῆ ἑβδομάδα.: [427, 829, 602, 876]
headline: ΤΡΕΙΣ ΝΕΚΡΟΙ ΚΑΙ 10 ΤΡΑΥΜΑΤΙΑΙ ΑΠΟ ΤΡΟΧΟΦΟΡΑ: [619, 1887, 951, 1903]
article-cyprus-weapons: [39, 1862, 412, 2080]
headline-box: ΤΟ ΠΑΡΑΔΟΞΟΝ ΕΠΙΚΛΗΘΟΥΣΑΙ ΕΙΣ ΦΟΝΙΚΟΝ ΑΤΥΧΗΜΑ: [427, 1835, 602, 1866]
article-body: Ἑπτὰ συνδικαλιστικαὶ ὀργανώσεις θὰ ἀγωνισθοῦν διὰ τὴν χορήγησιν αὐξήσεων εἰς τοὺς ἐργαζομένους. Ἡ Γενικὴ Συνομοσπονδία Ἐργατῶν Ἑλλάδος ἐκάλεσε τὰς ὀργανώσεις εἰς σύσκεψιν.: [39, 1711, 412, 1746]
headline-box: ΕΞ ΕΤΩΝ ΦΥΛΑΚΙΣΙΣ ΣΤΗΝ ΚΑΤΟΧΗ ΤΗΣ ΣΥΖΥΓΟΥ ΤΟΥ: [613, 2012, 781, 2044]
headline: Ο ΝΤΕΚΤΑΣ ΑΠΕΙΛΕΙ ΟΤΙ ΘΑ ΔΗΜΙΟΥΡΓΗΣΗ ΧΑΟΣ ΕΙΣ ΤΗΝ ΚΥΠΡΟΝ ΕΑΝ ΟΙ ΕΛΛΗΝΕΣ ΕΠΙΖΗΤΗΣΟΥΝ ΑΚΥΡΩΣΙΝ ΤΩΝ ΣΥΜΦΩΝΙΩΝ ΖΥΡΙΧΗΣ ΚΑΙ ΛΟΝΔΙΝΟΥ: [616, 779, 954, 826]
headline-box: Ο ΚΑΙΡΟΣ: [427, 2110, 602, 2130]
section-rule: [1162, 1202, 1529, 1204]
headline-box: Ο ΥΠΟΥΡΓΟΣ ΕΞΩΤΕΡΙΚΩΝ ΑΦΙΚΕΤΟ ΕΙΣ ΘΕΣ/ΝΙΚΗΝ: [968, 2035, 1148, 2066]
section-subhead: Η ΣΥΖΗΤΗΣΙΣ ΕΙΣ ΤΗΝ ΓΕΝ. ΣΥΝΕΛΕΥΣΙΝ ΤΟΥ Ο.Η.Ε.: [661, 1061, 909, 1071]
article-body: ΤΥΝΙΣ, 21. (Ρώυτερ). — Ὁ πρόεδρος τῆς ἀλγερινῆς ἐξορίστου κυβερνήσεως κ. Φερχὰτ Ἀμπὰς θὰ ἐπισκεφθῆ ἐπισήμως τὸ Πεκῖνον κατὰ τὴν προσεχῆ ἑβδομάδα.: [427, 1644, 602, 1692]
headline: ΕΚΤΑΚΤΑ ΜΕΤΡΑ ΑΣΦΑΛΕΙΑΣ ΔΙΑ ΤΟΝ ΦΙΝΤΕΛ ΚΑΣΤΡΟ: [1170, 853, 1521, 869]
article-body: ΤΥΝΙΣ, 21. (Ρώυτερ). — Ὁ πρόεδρος τῆς ἀλγερινῆς ἐξορίστου κυβερνήσεως κ. Φερχὰτ Ἀμπὰς θὰ ἐπισκεφθῆ ἐπισήμως τὸ Πεκῖνον κατὰ τὴν προσεχῆ ἑβδομάδα.: [427, 1546, 602, 1594]
headline-box: ΠΟΛΥΝΕΚΡΟΣ ΚΑΤΑΡΡΕΥΣΙΣ ΟΙΚΙΑΣ ΕΙΣ ΤΟ ΚΑΪΡΟΝ: [968, 1761, 1148, 1792]
headline: ΕΝΟΣ ΠΥΡΗΝΙΚΟΥ ΠΟΛΕΜΟΥ ΧΑΡΙΣ ΕΙΣ ΤΗΝ ΑΕΡΑΜΥΝΑΝ: [1162, 1690, 1529, 1707]
article-body: ΧΕΤΙΝΓΚΟΥΡΝ, 21. — Ὁ Βρεταννὸς ὑπουργὸς ἀμύνης ἐδήλωσεν ὅτι ἑκατομμύρια ἀνθρώπων δύνανται νὰ ἐπιζήσουν ἑνὸς πυρηνικοῦ πολέμου χάρις εἰς τὴν ἀποτελεσματικὴν ἀεράμυναν.: [1349, 1864, 1529, 1923]
article-church-law: [39, 1378, 412, 1661]
headline-box: ΛΗΓΕΙ Η ΠΕΡΙΟΔΟΣ ΤΩΝ ΚΑΤΑΣΚΗΝΩΣΕΩΝ: [1162, 1829, 1342, 1861]
boxed-article: [789, 2009, 956, 2165]
article-body: ΡΩΜΗ, 21. (Γαλλ. Πρακτ.). — Πλημμύραι καὶ σφοδρὰ κακοκαιρία ἔπληξαν τὴν βόρειον Ἰταλίαν. Μέχρι στιγμῆς ἀναφέρονται πολλὰ θύματα καὶ μεγάλαι ὑλικαὶ ζημίαι. ΡΩΜΗ, 21. (Γαλλ. Πρακτ.). — Πλημμύραι καὶ σφοδρὰ κακοκαιρία ἔπληξαν τὴν βόρειον Ἰταλίαν. Μέχρι στιγμῆς ἀναφέρονται πολλὰ θύματα καὶ μεγάλαι ὑλικαὶ ζημίαι.: [968, 903, 1148, 1022]
section-rule: [613, 1880, 956, 1882]
headline-box: ΔΕΝ ΘΑ ΛΑΜΒΑΝΕΤΑΙ ΥΠ' ΟΨΙΝ ΤΟ ΑΝΩΤΑΤΟΝ ΚΑΙ ΤΟ ΟΡΙΟΝ ΗΛΙΚΙΑΣ: [968, 1466, 1148, 1498]
article-body: ΛΕΥΚΩΣΙΑ, 21. (Ρώυτερ). — Ὁ ἡγέτης τῆς τουρκοκυπριακῆς κοινότητος Δρ Φαζὶλ Κιουτσοὺκ καὶ ὁ κ. Ντεκτὰς ἐδήλωσαν ὅτι θὰ δημιουργήσουν χάος εἰς τὴν νῆσον ἐὰν οἱ Ἕλληνες ἐπιζητήσουν τὴν ἀκύρωσιν τῶν συμφωνιῶν. ΛΕΥΚΩΣΙΑ, 21. (Ρώυτερ). — Ὁ ἡγέτης τῆς τουρκοκυπριακῆς κοινότητος Δρ Φαζὶλ Κιουτσοὺκ καὶ ὁ κ. Ντεκτὰς ἐδήλωσαν ὅτι θὰ δημιουργήσουν χάος εἰς τὴν νῆσον ἐὰν οἱ Ἕλληνες ἐπιζητήσουν τὴν ἀκύρωσιν τῶν συμφωνιῶν.: [613, 1075, 956, 1146]
headline-box: ΥΠΟΧΡΕΩΤΙΚΗ ΤΑ ΠΑΡΕΧΟΥΝ ΦΑΓΗΤΟΝ: [427, 1708, 602, 1739]
ink-blot: [223, 2192, 249, 2217]
newspaper-title: ΕΛΕΥΘΕΡΙΑ: [653, 58, 915, 97]
headline: ΟΡΓΙΑΖΕΙ Η ΕΜΠΟΡΙΑ ΤΩΝ ΚΕΙΜΗΛΙΩΝ ΤΩΝ ΜΟΝΩΝ: [620, 1344, 950, 1360]
headline-box: ΜΟΝΑΧΟΣ ΤΟΥ ΑΓ. ΟΡΟΥΣ ΕΥΡΕΘΗ ΝΕΚΡΟΣ ΕΝΤΟΣ ΤΗΣ ΜΟΝΗΣ ΤΟΥ: [427, 1256, 602, 1298]
section-rule: [39, 784, 412, 786]
headline-box: ΕΞΕΧΩΝ ΔΙΕΘΝΟΥΣ ΣΦΑΙΡΑΝ ΚΑΙ ΕΦΟΝΕΥΘΗ: [427, 1610, 602, 1641]
article-mobutu: [39, 108, 412, 475]
headline-box: ΣΥΓΚΕΝΤΡΩΣΕΙΣ ΣΥΣΚΕΨΕΩΝ ΤΗΣ ΠΟΛΙΤΙΚΗΣ ΚΙΝΗΣΕΩΣ ΤΟΥ ΣΤΡΑΤΗΓΟΥ ΓΡΙΒΑ: [427, 1078, 602, 1120]
article-body: ΣΑΙΓΚΟΝ, 21. (Γιουνάιτεντ). — Κατ' ἀνακοίνωσιν τῆς Διεθνοῦς Ἐπιτροπῆς Ἐλέγχου, σκληραὶ μάχαι διεξάγονται μεταξὺ τῶν κυβερνητικῶν στρατευμάτων καὶ τῶν ἐπαναστατῶν εἰς τὸ Λάος. Ἡ Μόσχα κατηγορεῖ τὰς Ἡνωμένας Πολιτείας ὅτι ἐνισχύουν τὰς δυνάμεις τοῦ στρατηγοῦ Νοσαβάν.: [39, 1069, 412, 1117]
